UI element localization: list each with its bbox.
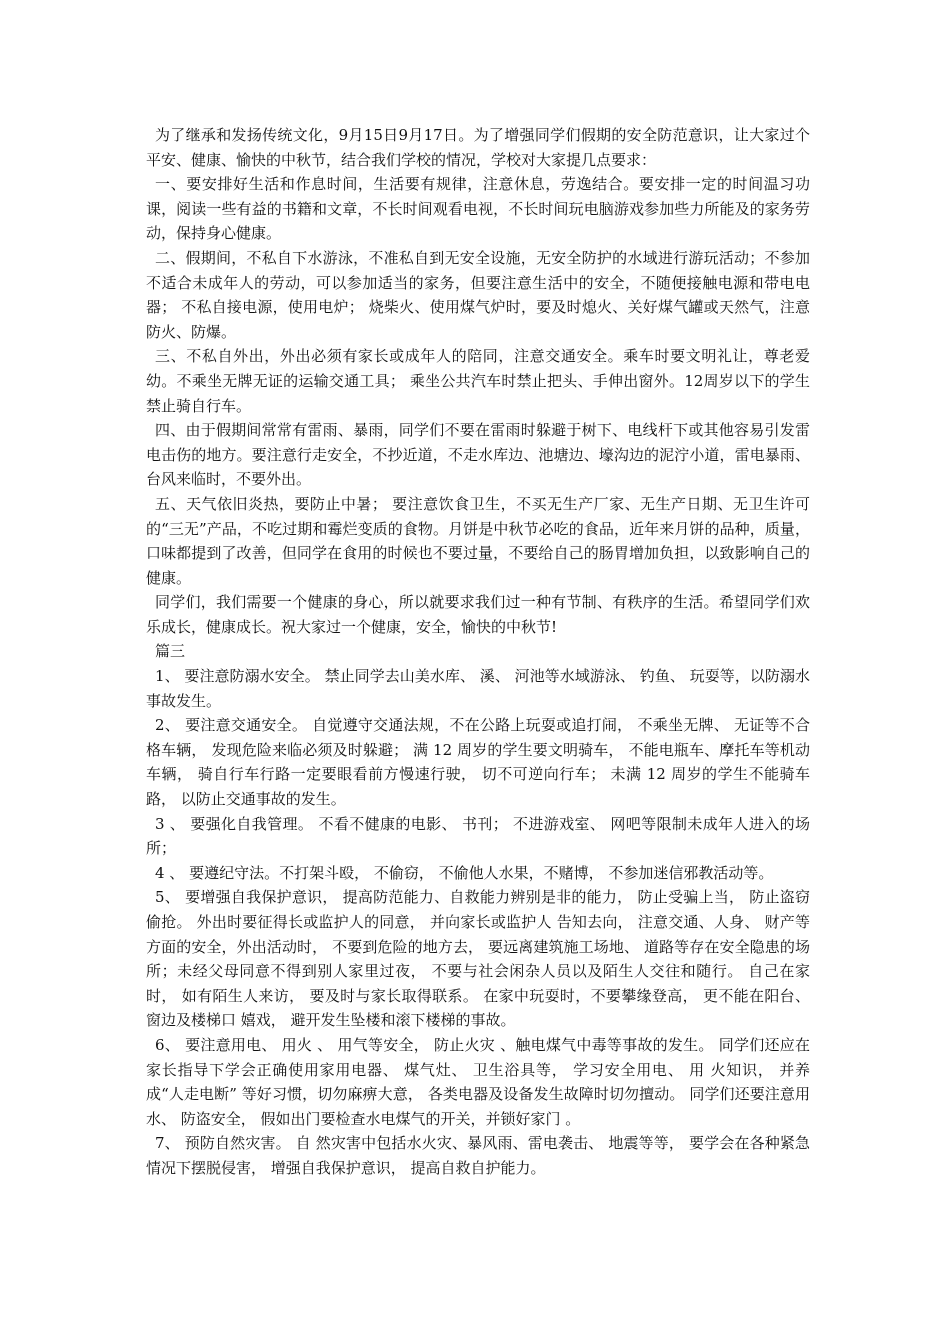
rule-2-paragraph: 二、假期间，不私自下水游泳，不准私自到无安全设施，无安全防护的水域进行游玩活动；不参加不适合未成年人的劳动，可以参加适当的家务，但要注意生活中的安全，不随便接触电源和带电电器； 不私自接电源，使用电炉； 烧柴火、使用煤气炉时，要及时熄火、关好煤气罐或天然气，注意防火、防爆。 bbox=[146, 248, 810, 341]
item-4-paragraph: 4 、 要遵纪守法。不打架斗殴， 不偷窃， 不偷他人水果，不赌博， 不参加迷信邪教活动等。 bbox=[155, 863, 774, 882]
item-6-paragraph: 6、 要注意用电、 用火 、 用气等安全， 防止火灾 、触电煤气中毒等事故的发生。 同学们还应在家长指导下学会正确使用家用电器、 煤气灶、 卫生浴具等， 学习安全用电、 用 火知识， 并养成“人走电断” 等好习惯，切勿麻痹大意， 各类电器及设备发生故障时切勿擅动。 同学们还要注意用水、 防盗安全， 假如出门要检查水电煤气的开关，并锁好家门 。 bbox=[146, 1035, 810, 1128]
item-7-paragraph: 7、 预防自然灾害。 自 然灾害中包括水火灾、暴风雨、雷电袭击、 地震等等， 要学会在各种紧急情况下摆脱侵害， 增强自我保护意识， 提高自救自护能力。 bbox=[146, 1134, 810, 1177]
item-5-paragraph: 5、 要增强自我保护意识， 提高防范能力、自救能力辨别是非的能力， 防止受骗上当， 防止盗窃偷抢。 外出时要征得长或监护人的同意， 并向家长或监护人 告知去向， 注意交通、人身、 财产等方面的安全，外出活动时， 不要到危险的地方去， 要远离建筑施工场地、 道路等存在安全隐患的场所；未经父母同意不得到别人家里过夜， 不要与社会闲杂人员以及陌生人交往和随行。 自己在家时， 如有陌生人来访， 要及时与家长取得联系。 在家中玩耍时，不要攀缘登高， 更不能在阳台、 窗边及楼梯口 嬉戏， 避开发生坠楼和滚下楼梯的事故。 bbox=[146, 888, 810, 1030]
item-3-paragraph: 3 、 要强化自我管理。 不看不健康的电影、 书刊； 不进游戏室、 网吧等限制未成年人进入的场所； bbox=[146, 814, 810, 858]
section-heading: 篇三 bbox=[155, 642, 186, 661]
rule-5-paragraph: 五、天气依旧炎热，要防止中暑； 要注意饮食卫生，不买无生产厂家、无生产日期、无卫生许可的“三无”产品，不吃过期和霉烂变质的食物。月饼是中秋节必吃的食品，近年来月饼的品种，质量，口味都提到了改善，但同学在食用的时候也不要过量，不要给自己的肠胃增加负担，以致影响自己的健康。 bbox=[146, 494, 810, 587]
closing-paragraph: 同学们，我们需要一个健康的身心，所以就要求我们过一种有节制、有秩序的生活。希望同学们欢乐成长，健康成长。祝大家过一个健康，安全，愉快的中秋节! bbox=[146, 593, 810, 636]
item-2-paragraph: 2、 要注意交通安全。 自觉遵守交通法规，不在公路上玩耍或追打闹， 不乘坐无牌、 无证等不合格车辆， 发现危险来临必须及时躲避； 满 12 周岁的学生要文明骑车， 不能电瓶车、摩托车等机动车辆， 骑自行车行路一定要眼看前方慢速行驶， 切不可逆向行车； 未满 12 周岁的学生不能骑车路， 以防止交通事故的发生。 bbox=[146, 716, 810, 809]
rule-1-paragraph: 一、要安排好生活和作息时间，生活要有规律，注意休息，劳逸结合。要安排一定的时间温习功课，阅读一些有益的书籍和文章，不长时间观看电视，不长时间玩电脑游戏参加些力所能及的家务劳动，保持身心健康。 bbox=[146, 175, 810, 243]
document-body bbox=[146, 123, 810, 1181]
rule-3-paragraph: 三、不私自外出，外出必须有家长或成年人的陪同，注意交通安全。乘车时要文明礼让，尊老爱幼。不乘坐无牌无证的运输交通工具； 乘坐公共汽车时禁止把头、手伸出窗外。12周岁以下的学生禁止骑自行车。 bbox=[146, 347, 810, 415]
item-1-paragraph: 1、 要注意防溺水安全。 禁止同学去山美水库、 溪、 河池等水域游泳、 钓鱼、 玩耍等，以防溺水事故发生。 bbox=[146, 667, 810, 710]
intro-paragraph: 为了继承和发扬传统文化，9月15日9月17日。为了增强同学们假期的安全防范意识，让大家过个平安、健康、愉快的中秋节，结合我们学校的情况，学校对大家提几点要求： bbox=[146, 126, 810, 169]
rule-4-paragraph: 四、由于假期间常常有雷雨、暴雨，同学们不要在雷雨时躲避于树下、电线杆下或其他容易引发雷电击伤的地方。要注意行走安全，不抄近道，不走水库边、池塘边、壕沟边的泥泞小道，雷电暴雨、台风来临时，不要外出。 bbox=[146, 421, 810, 489]
